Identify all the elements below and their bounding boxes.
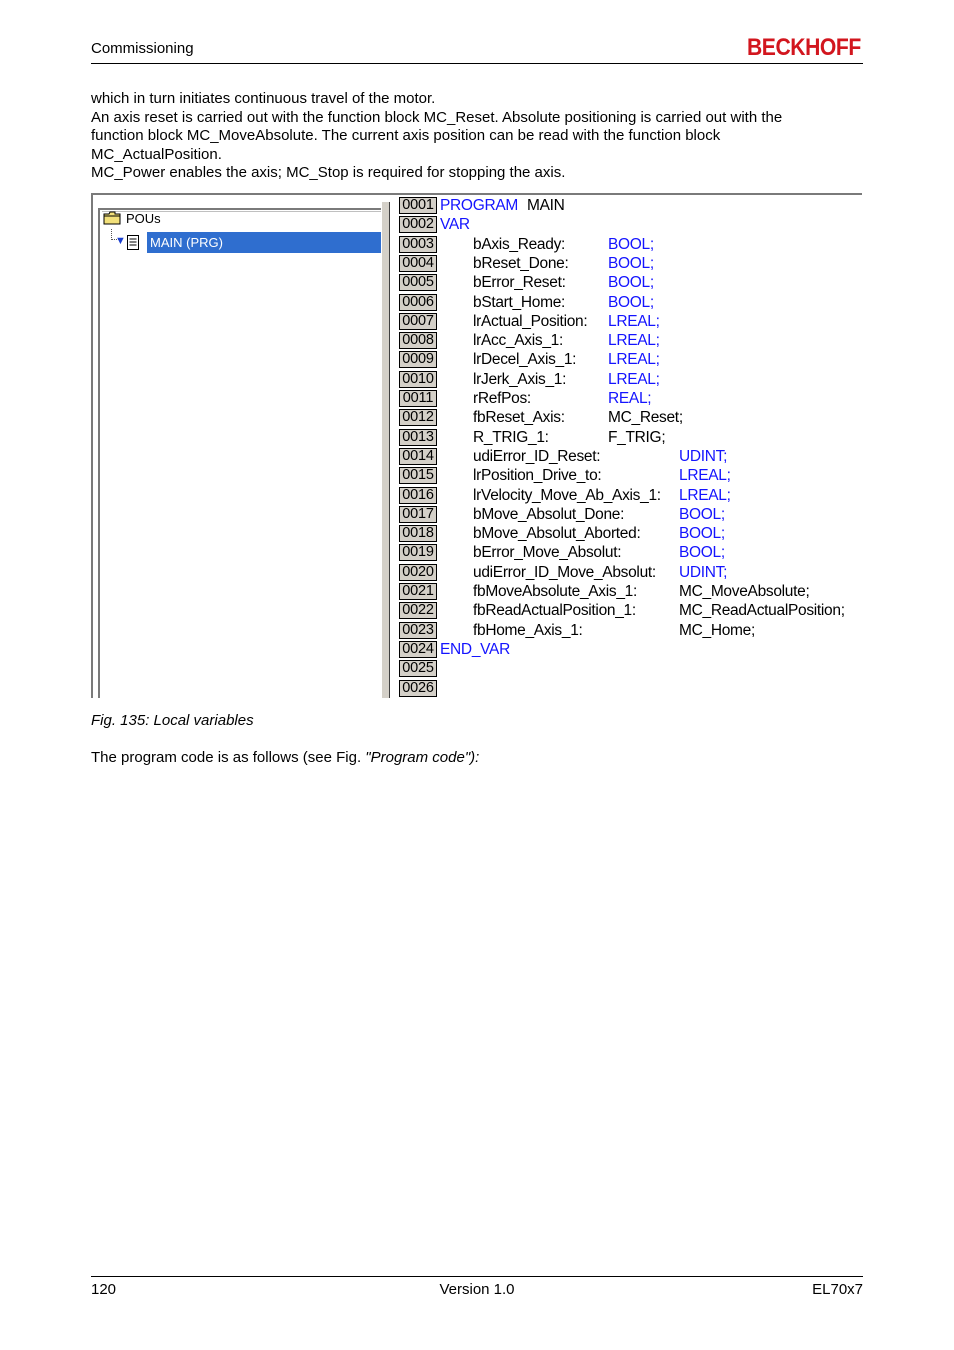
beckhoff-logo: BECKHOFF xyxy=(747,34,861,61)
reference-prefix: The program code is as follows (see Fig. xyxy=(91,749,366,766)
variable-name: R_TRIG_1: xyxy=(473,428,549,446)
line-number: 0024 xyxy=(399,641,437,658)
intro-line: MC_Power enables the axis; MC_Stop is required for stopping the axis. xyxy=(91,164,566,182)
code-keyword: VAR xyxy=(440,216,470,234)
variable-name: lrPosition_Drive_to: xyxy=(473,467,602,485)
folder-icon xyxy=(103,211,121,225)
line-number: 0015 xyxy=(399,467,437,484)
program-code-reference xyxy=(91,749,479,766)
variable-name: bStart_Home: xyxy=(473,293,566,311)
code-identifier: MAIN xyxy=(527,197,565,214)
variable-name: bAxis_Ready: xyxy=(473,235,566,253)
variable-name: lrVelocity_Move_Ab_Axis_1: xyxy=(473,486,661,504)
intro-line: An axis reset is carried out with the function block MC_Reset. Absolute positioning is carried out with the xyxy=(91,108,783,126)
tree-root-pous[interactable]: POUs xyxy=(126,211,161,226)
document-icon xyxy=(127,235,139,250)
code-keyword: PROGRAM xyxy=(440,197,518,214)
figure-border-top xyxy=(91,193,862,195)
pou-tree-panel xyxy=(98,208,385,698)
variable-type: REAL; xyxy=(608,390,652,407)
variable-type: F_TRIG; xyxy=(608,428,666,446)
variable-type: BOOL; xyxy=(679,544,725,562)
variable-type: LREAL; xyxy=(608,332,660,350)
intro-line: MC_ActualPosition. xyxy=(91,145,222,163)
variable-type: MC_Home; xyxy=(679,621,755,639)
line-number: 0011 xyxy=(399,390,437,407)
line-number: 0009 xyxy=(399,351,437,368)
figure-border-left xyxy=(91,193,93,698)
line-number: 0014 xyxy=(399,448,437,465)
intro-paragraph xyxy=(91,90,863,183)
variable-type: BOOL; xyxy=(679,525,725,543)
variable-name: bError_Reset: xyxy=(473,274,566,292)
variable-name: bReset_Done: xyxy=(473,254,569,272)
line-number: 0023 xyxy=(399,622,437,639)
variable-name: udiError_ID_Move_Absolut: xyxy=(473,563,656,581)
line-number: 0003 xyxy=(399,236,437,253)
page-number: 120 xyxy=(91,1281,117,1298)
variable-name: udiError_ID_Reset: xyxy=(473,447,601,465)
variable-type: BOOL; xyxy=(608,254,654,272)
line-number: 0017 xyxy=(399,506,437,523)
line-number: 0005 xyxy=(399,274,437,291)
down-arrow-icon: ▼ xyxy=(115,235,126,247)
footer-rule xyxy=(91,1276,863,1277)
document-version: Version 1.0 xyxy=(439,1281,515,1298)
variable-type: MC_MoveAbsolute; xyxy=(679,583,810,600)
variable-type: MC_Reset; xyxy=(608,409,683,427)
running-header-title: Commissioning xyxy=(91,40,194,57)
pane-splitter[interactable] xyxy=(381,202,390,698)
line-number: 0008 xyxy=(399,332,437,349)
line-number: 0012 xyxy=(399,409,437,426)
program-code-link[interactable]: "Program code"): xyxy=(365,749,480,766)
variable-name: bMove_Absolut_Aborted: xyxy=(473,525,641,543)
line-number: 0010 xyxy=(399,371,437,388)
variable-name: bMove_Absolut_Done: xyxy=(473,505,625,523)
variable-type: BOOL; xyxy=(608,274,654,292)
line-number: 0018 xyxy=(399,525,437,542)
variable-type: LREAL; xyxy=(608,312,660,330)
line-number: 0025 xyxy=(399,660,437,677)
intro-line: function block MC_MoveAbsolute. The current axis position can be read with the function block xyxy=(91,127,721,145)
variable-name: fbMoveAbsolute_Axis_1: xyxy=(473,583,637,600)
intro-line: which in turn initiates continuous travel of the motor. xyxy=(91,90,436,107)
product-name: EL70x7 xyxy=(812,1281,863,1298)
variable-type: UDINT; xyxy=(679,563,728,581)
line-number: 0007 xyxy=(399,313,437,330)
variable-name: lrJerk_Axis_1: xyxy=(473,370,567,388)
variable-type: MC_ReadActualPosition; xyxy=(679,602,845,620)
variable-type: LREAL; xyxy=(608,351,660,369)
local-variables-screenshot xyxy=(91,193,862,698)
variable-type: BOOL; xyxy=(608,235,654,253)
variable-type: LREAL; xyxy=(679,486,731,504)
code-keyword: END_VAR xyxy=(440,640,510,658)
variable-name: rRefPos: xyxy=(473,390,531,407)
line-number: 0006 xyxy=(399,294,437,311)
line-number: 0013 xyxy=(399,429,437,446)
variable-name: fbReadActualPosition_1: xyxy=(473,602,636,620)
code-editor[interactable] xyxy=(399,196,862,698)
line-number: 0022 xyxy=(399,602,437,619)
variable-type: BOOL; xyxy=(679,505,725,523)
variable-name: lrAcc_Axis_1: xyxy=(473,332,563,350)
line-number: 0001 xyxy=(399,197,437,214)
line-number: 0004 xyxy=(399,255,437,272)
variable-type: LREAL; xyxy=(679,467,731,485)
line-number: 0019 xyxy=(399,544,437,561)
variable-name: fbHome_Axis_1: xyxy=(473,621,583,639)
line-number: 0002 xyxy=(399,216,437,233)
variable-name: bError_Move_Absolut: xyxy=(473,544,622,562)
variable-name: lrActual_Position: xyxy=(473,312,588,330)
variable-type: UDINT; xyxy=(679,447,728,465)
header-rule xyxy=(91,63,863,64)
line-number: 0026 xyxy=(399,680,437,697)
variable-name: lrDecel_Axis_1: xyxy=(473,351,577,369)
figure-caption: Fig. 135: Local variables xyxy=(91,712,254,729)
variable-type: BOOL; xyxy=(608,293,654,311)
variable-type: LREAL; xyxy=(608,370,660,388)
line-number: 0021 xyxy=(399,583,437,600)
variable-name: fbReset_Axis: xyxy=(473,409,565,427)
line-number: 0016 xyxy=(399,487,437,504)
tree-item-main-prg[interactable]: MAIN (PRG) xyxy=(147,232,381,253)
line-number: 0020 xyxy=(399,564,437,581)
